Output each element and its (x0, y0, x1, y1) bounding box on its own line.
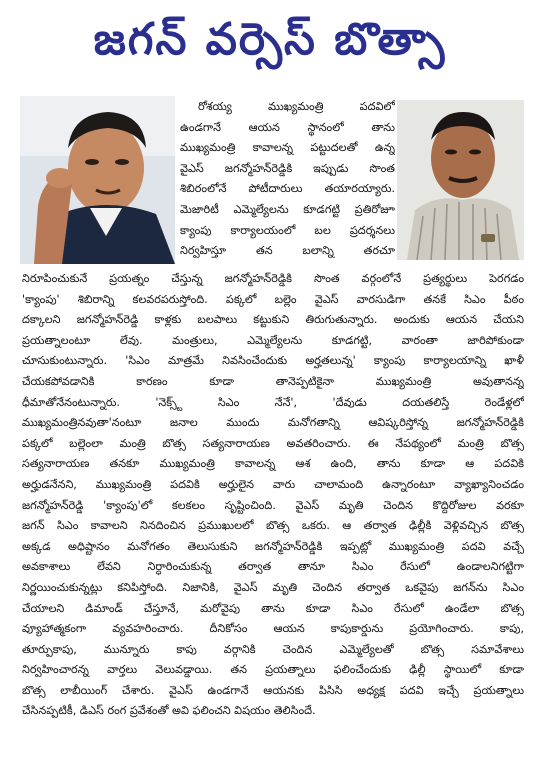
article-line: చేసినప్పటికీ, డిఎస్ రంగ ప్రవేశంతో అవి ఫలించని విషయం తెలిసిందే. (22, 704, 316, 718)
article-line: ముఖ్యమంత్రి కావాలన్న పట్టుదలతో ఉన్న (180, 141, 395, 155)
article-line: చేయకపోవడానికి కారణం కూడా తానెప్పటికైనా ముఖ్యమంత్రి అవుతానన్న (22, 374, 524, 388)
article-line: జగన్ సిఎం కావాలని నినదించిన ప్రముఖులలో బొత్స ఒకరు. ఆ తర్వాత ఢిల్లీకి వెళ్లివచ్చిన బొత్స (22, 519, 524, 533)
botsa-photo (397, 100, 524, 260)
article-line: మెజారిటీ ఎమ్మెల్యేలను కూడగట్టి ప్రతిరోజూ (180, 202, 395, 216)
article-line: చేయాలని డిమాండ్ చేస్తూనే, మరోవైపు తాను కూడా సిఎం రేసులో ఉండేలా బొత్స (22, 601, 524, 615)
article-line: అవకాశాలు లేవని నిర్ధారించుకున్న తర్వాత తానూ సిఎం రేసులో ఉండాలనిగట్టిగా (22, 560, 524, 574)
article-line: నిర్వహిస్తూ తన బలాన్ని తరచూ (180, 244, 395, 258)
article-line: అర్హుడనేనని, ముఖ్యమంత్రి పదవికి అర్హులైన వారు చాలామంది ఉన్నారంటూ వ్యాఖ్యానించడం (22, 477, 524, 491)
headline: జగన్ వర్సెస్ బొత్సా (93, 14, 447, 65)
article-line: తూర్పుకాపు, మున్నూరు కాపు వర్గానికి చెందిన ఎమ్మెల్యేలతో బొత్స సమావేశాలు (22, 642, 524, 656)
jagan-photo (20, 96, 175, 264)
article-line: నిర్వహించారన్న వార్తలు వెలువడ్డాయి. తన ప్రయత్నాలు ఫలించేందుకు ఢిల్లీ స్థాయిలో కూడా (22, 663, 524, 677)
article-line: నిరూపించుకునే ప్రయత్నం చేస్తున్న జగన్మోహన్‌రెడ్డికి సొంత వర్గంలోనే ప్రత్యర్థులు పెరగడం (22, 272, 524, 285)
article-intro-column (180, 97, 395, 262)
article-line: రోశయ్య ముఖ్యమంత్రి పదవిలో (198, 100, 395, 113)
article-line: వ్యూహాత్మకంగా వ్యవహరించారు. దీనికోసం ఆయన కాపుకార్డును ప్రయోగించారు. కాపు, (22, 622, 524, 636)
article-line: ధీమాతోనేనంటున్నారు. 'నెక్స్ట్ సిఎం నేనే', 'దేవుడు దయతలిస్తే రెండేళ్లలో (22, 395, 524, 409)
article-line: సత్యనారాయణ తనకూ ముఖ్యమంత్రి కావాలన్న ఆశ ఉంది, తాను కూడా ఆ పదవికి (22, 457, 524, 471)
article-line: అక్కడ అధిష్టానం మనోగతం తెలుసుకుని జగన్మోహన్‌రెడ్డికి ఇప్పట్లో ముఖ్యమంత్రి పదవి వచ్చే (22, 539, 524, 553)
article-line: ఉండగానే ఆయన స్థానంలో తాను (180, 120, 395, 134)
article-line: ప్రయత్నాలంటూ లేవు. మంత్రులు, ఎమ్మెల్యేలను కూడగట్టి, వారంతా జారిపోకుండా (22, 333, 524, 347)
article-line: జగన్మోహన్‌రెడ్డి 'క్యాంపు'లో కలకలం సృష్టించింది. వైఎస్ మృతి చెందిన కొద్దిరోజుల వరకూ (22, 498, 524, 512)
article-line: చూసుకుంటున్నారు. 'సిఎం మాత్రమే నివసించేందుకు అర్హతలున్న' క్యాంపు కార్యాలయాన్ని ఖాళీ (22, 354, 524, 368)
article-line: వైఎస్ జగన్మోహన్‌రెడ్డికి ఇప్పుడు సొంత (180, 161, 395, 175)
article-line: దక్కాలని జగన్మోహన్‌రెడ్డి కాళ్లకు బలపాలు కట్టుకుని తిరుగుతున్నారు. అందుకు ఆయన చేయని (22, 313, 524, 327)
article-line: నిర్ణయించుకున్నట్లు కనిపిస్తోంది. నిజానికి, వైఎస్ మృతి చెందిన తర్వాత ఒకవైపు జగన్‌ను సిఎం (22, 580, 524, 594)
jagan-photo-illustration (20, 96, 175, 264)
article-line: పక్కలో బల్లెంలా మంత్రి బొత్స సత్యనారాయణ అవతరించారు. ఈ నేపథ్యంలో మంత్రి బొత్స (22, 436, 524, 450)
botsa-photo-illustration (397, 100, 524, 260)
article-line: శిబిరంలోనే పోటీదారులు తయారయ్యారు. (180, 182, 395, 196)
article-line: ముఖ్యమంత్రినవుతా'నంటూ జనాల ముందు మనోగతాన్ని ఆవిష్కరిస్తోన్న జగన్మోహన్‌రెడ్డికి (22, 416, 524, 430)
article-body (22, 269, 524, 722)
article-line: క్యాంపు కార్యాలయంలో బల ప్రదర్శనలు (180, 223, 395, 237)
article-line: బొత్స లాబీయింగ్ చేశారు. వైఎస్ ఉండగానే ఆయనకు పిసిసి అధ్యక్ష పదవి ఇచ్చే ప్రయత్నాలు (22, 683, 524, 697)
article-line: 'క్యాంపు' శిబిరాన్ని కలవరపరుస్తోంది. పక్కలో బల్లెం వైఎస్ వారసుడిగా తనకే సిఎం పీఠం (22, 292, 524, 306)
